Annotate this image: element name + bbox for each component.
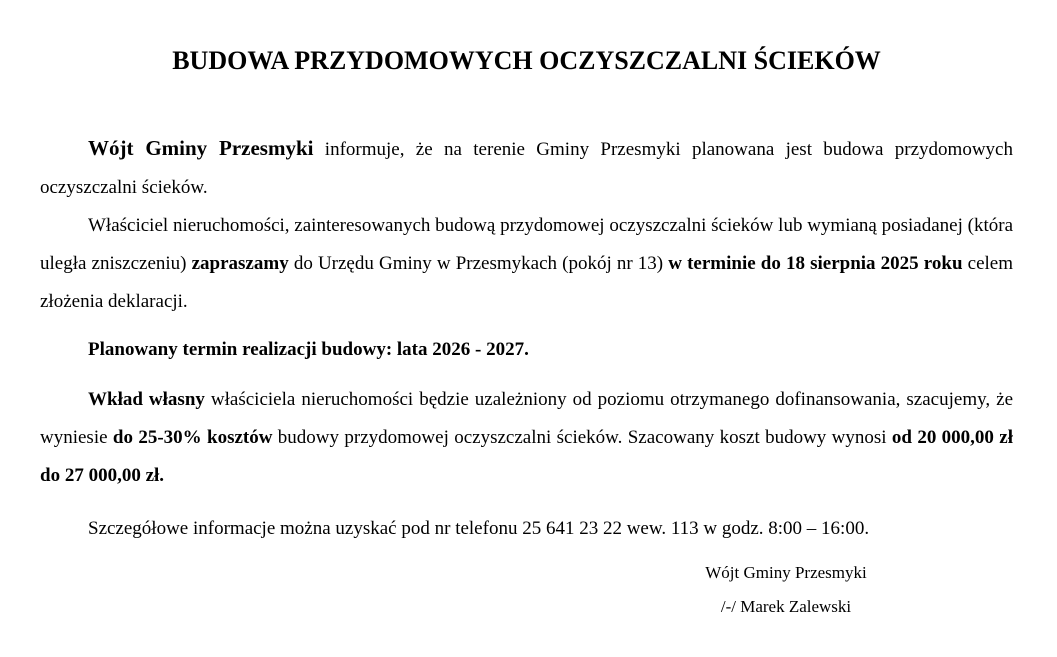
schedule-text: Planowany termin realizacji budowy: lata 2026 - 2027. bbox=[88, 339, 529, 360]
contribution-bold-1: Wkład własny bbox=[88, 389, 205, 410]
invitation-bold-1: zapraszamy bbox=[191, 253, 289, 274]
contribution-bold-2: do 25-30% kosztów bbox=[112, 427, 273, 448]
contribution-cost: od 20 000,00 zł do 27 000,00 zł. bbox=[40, 427, 1013, 486]
invitation-deadline: w terminie do 18 sierpnia 2025 roku bbox=[668, 253, 963, 274]
announcement-lead: Wójt Gminy Przesmyki bbox=[88, 136, 314, 160]
paragraph-contact: Szczegółowe informacje można uzyskać pod nr telefonu 25 641 23 22 wew. 113 w godz. 8:00 – 16:00. bbox=[88, 518, 870, 539]
contribution-text-2: budowy przydomowej oczyszczalni ścieków. Szacowany koszt budowy wynosi bbox=[272, 427, 892, 448]
signature-block bbox=[660, 556, 912, 624]
invitation-text-3: celem złożenia deklaracji. bbox=[40, 253, 1013, 312]
paragraph-schedule bbox=[40, 331, 1013, 369]
paragraph-announcement bbox=[40, 129, 1013, 207]
document-title: BUDOWA PRZYDOMOWYCH OCZYSZCZALNI ŚCIEKÓW bbox=[172, 46, 881, 75]
paragraph-contribution bbox=[40, 381, 1013, 495]
paragraph-invitation bbox=[40, 207, 1013, 321]
announcement-text: informuje, że na terenie Gminy Przesmyki planowana jest budowa przydomowych oczyszczalni ścieków. bbox=[40, 139, 1013, 198]
invitation-text-1: Właściciel nieruchomości, zainteresowanych budową przydomowej oczyszczalni ścieków lub wymianą posiadanej (która uległa zniszczeniu) bbox=[40, 215, 1013, 274]
invitation-text-2: do Urzędu Gminy w Przesmykach (pokój nr 13) bbox=[288, 253, 669, 274]
contribution-text-1: właściciela nieruchomości będzie uzależniony od poziomu otrzymanego dofinansowania, szacujemy, że wyniesie bbox=[40, 389, 1014, 448]
signature-name: /-/ Marek Zalewski bbox=[720, 597, 852, 616]
signature-role: Wójt Gminy Przesmyki bbox=[705, 563, 867, 582]
